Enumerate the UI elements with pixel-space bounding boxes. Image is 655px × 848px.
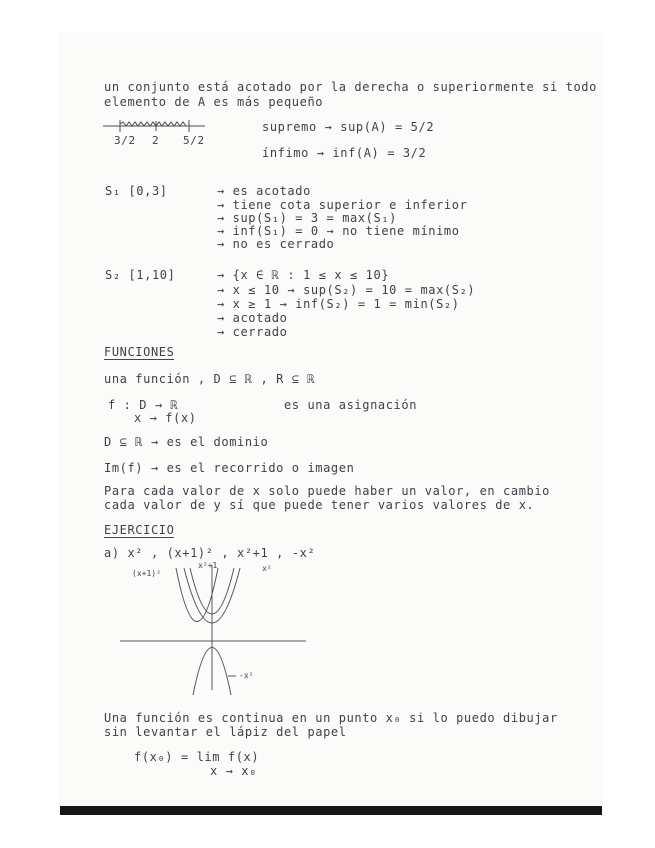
ejercicio-heading: EJERCICIO (104, 523, 175, 537)
number-line-label-1: 3/2 (114, 134, 136, 147)
s1-item: → no es cerrado (217, 237, 335, 251)
graph-label-x-plus-1-squared: (x+1)² (132, 569, 161, 578)
graph-label-x-squared: x² (262, 564, 272, 573)
s2-item: → cerrado (217, 325, 288, 339)
recorrido-line: Im(f) → es el recorrido o imagen (104, 461, 355, 475)
continuidad-formula: f(x₀) = lim f(x) (134, 750, 260, 764)
s1-item: → es acotado (217, 184, 311, 198)
graph-label-x-squared-plus-1: x²+1 (198, 561, 218, 570)
s1-item: → sup(S₁) = 3 = max(S₁) (217, 211, 397, 225)
funciones-paragraph-line-2: cada valor de y sí que puede tener varios valores de x. (104, 498, 535, 512)
funciones-map-note: es una asignación (284, 398, 418, 412)
s2-item: → x ≤ 10 → sup(S₂) = 10 = max(S₂) (217, 283, 476, 297)
graph-label-minus-x-squared: -x² (239, 671, 254, 680)
funciones-map-line-1: f : D → ℝ (108, 398, 179, 412)
number-line-label-2: 2 (152, 134, 160, 147)
continuidad-formula-limit: x → x₀ (210, 764, 257, 778)
dominio-line: D ⊆ ℝ → es el dominio (104, 435, 269, 449)
funciones-definition: una función , D ⊆ ℝ , R ⊆ ℝ (104, 372, 316, 386)
continuidad-line-2: sin levantar el lápiz del papel (104, 725, 347, 739)
s1-item: → tiene cota superior e inferior (217, 198, 468, 212)
supremo-line: supremo → sup(A) = 5/2 (262, 120, 435, 134)
intro-line-1: un conjunto está acotado por la derecha o superiormente si todo (104, 80, 597, 94)
continuidad-line-1: Una función es continua en un punto x₀ si lo puedo dibujar (104, 711, 558, 725)
ejercicio-part-a: a) x² , (x+1)² , x²+1 , -x² (104, 546, 316, 560)
s2-item: → x ≥ 1 → inf(S₂) = 1 = min(S₂) (217, 297, 460, 311)
intro-line-2: elemento de A es más pequeño (104, 95, 324, 109)
s2-label: S₂ [1,10] (105, 268, 176, 282)
funciones-paragraph-line-1: Para cada valor de x solo puede haber un valor, en cambio (104, 484, 551, 498)
s2-item: → acotado (217, 311, 288, 325)
funciones-heading: FUNCIONES (104, 345, 175, 359)
s1-label: S₁ [0,3] (105, 184, 168, 198)
s1-item: → inf(S₁) = 0 → no tiene mínimo (217, 224, 460, 238)
s2-item: → {x ∈ ℝ : 1 ≤ x ≤ 10} (217, 268, 390, 282)
page-bottom-edge (60, 806, 602, 815)
funciones-map-line-2: x → f(x) (134, 411, 197, 425)
infimo-line: ínfimo → inf(A) = 3/2 (262, 146, 427, 160)
number-line-label-3: 5/2 (183, 134, 205, 147)
